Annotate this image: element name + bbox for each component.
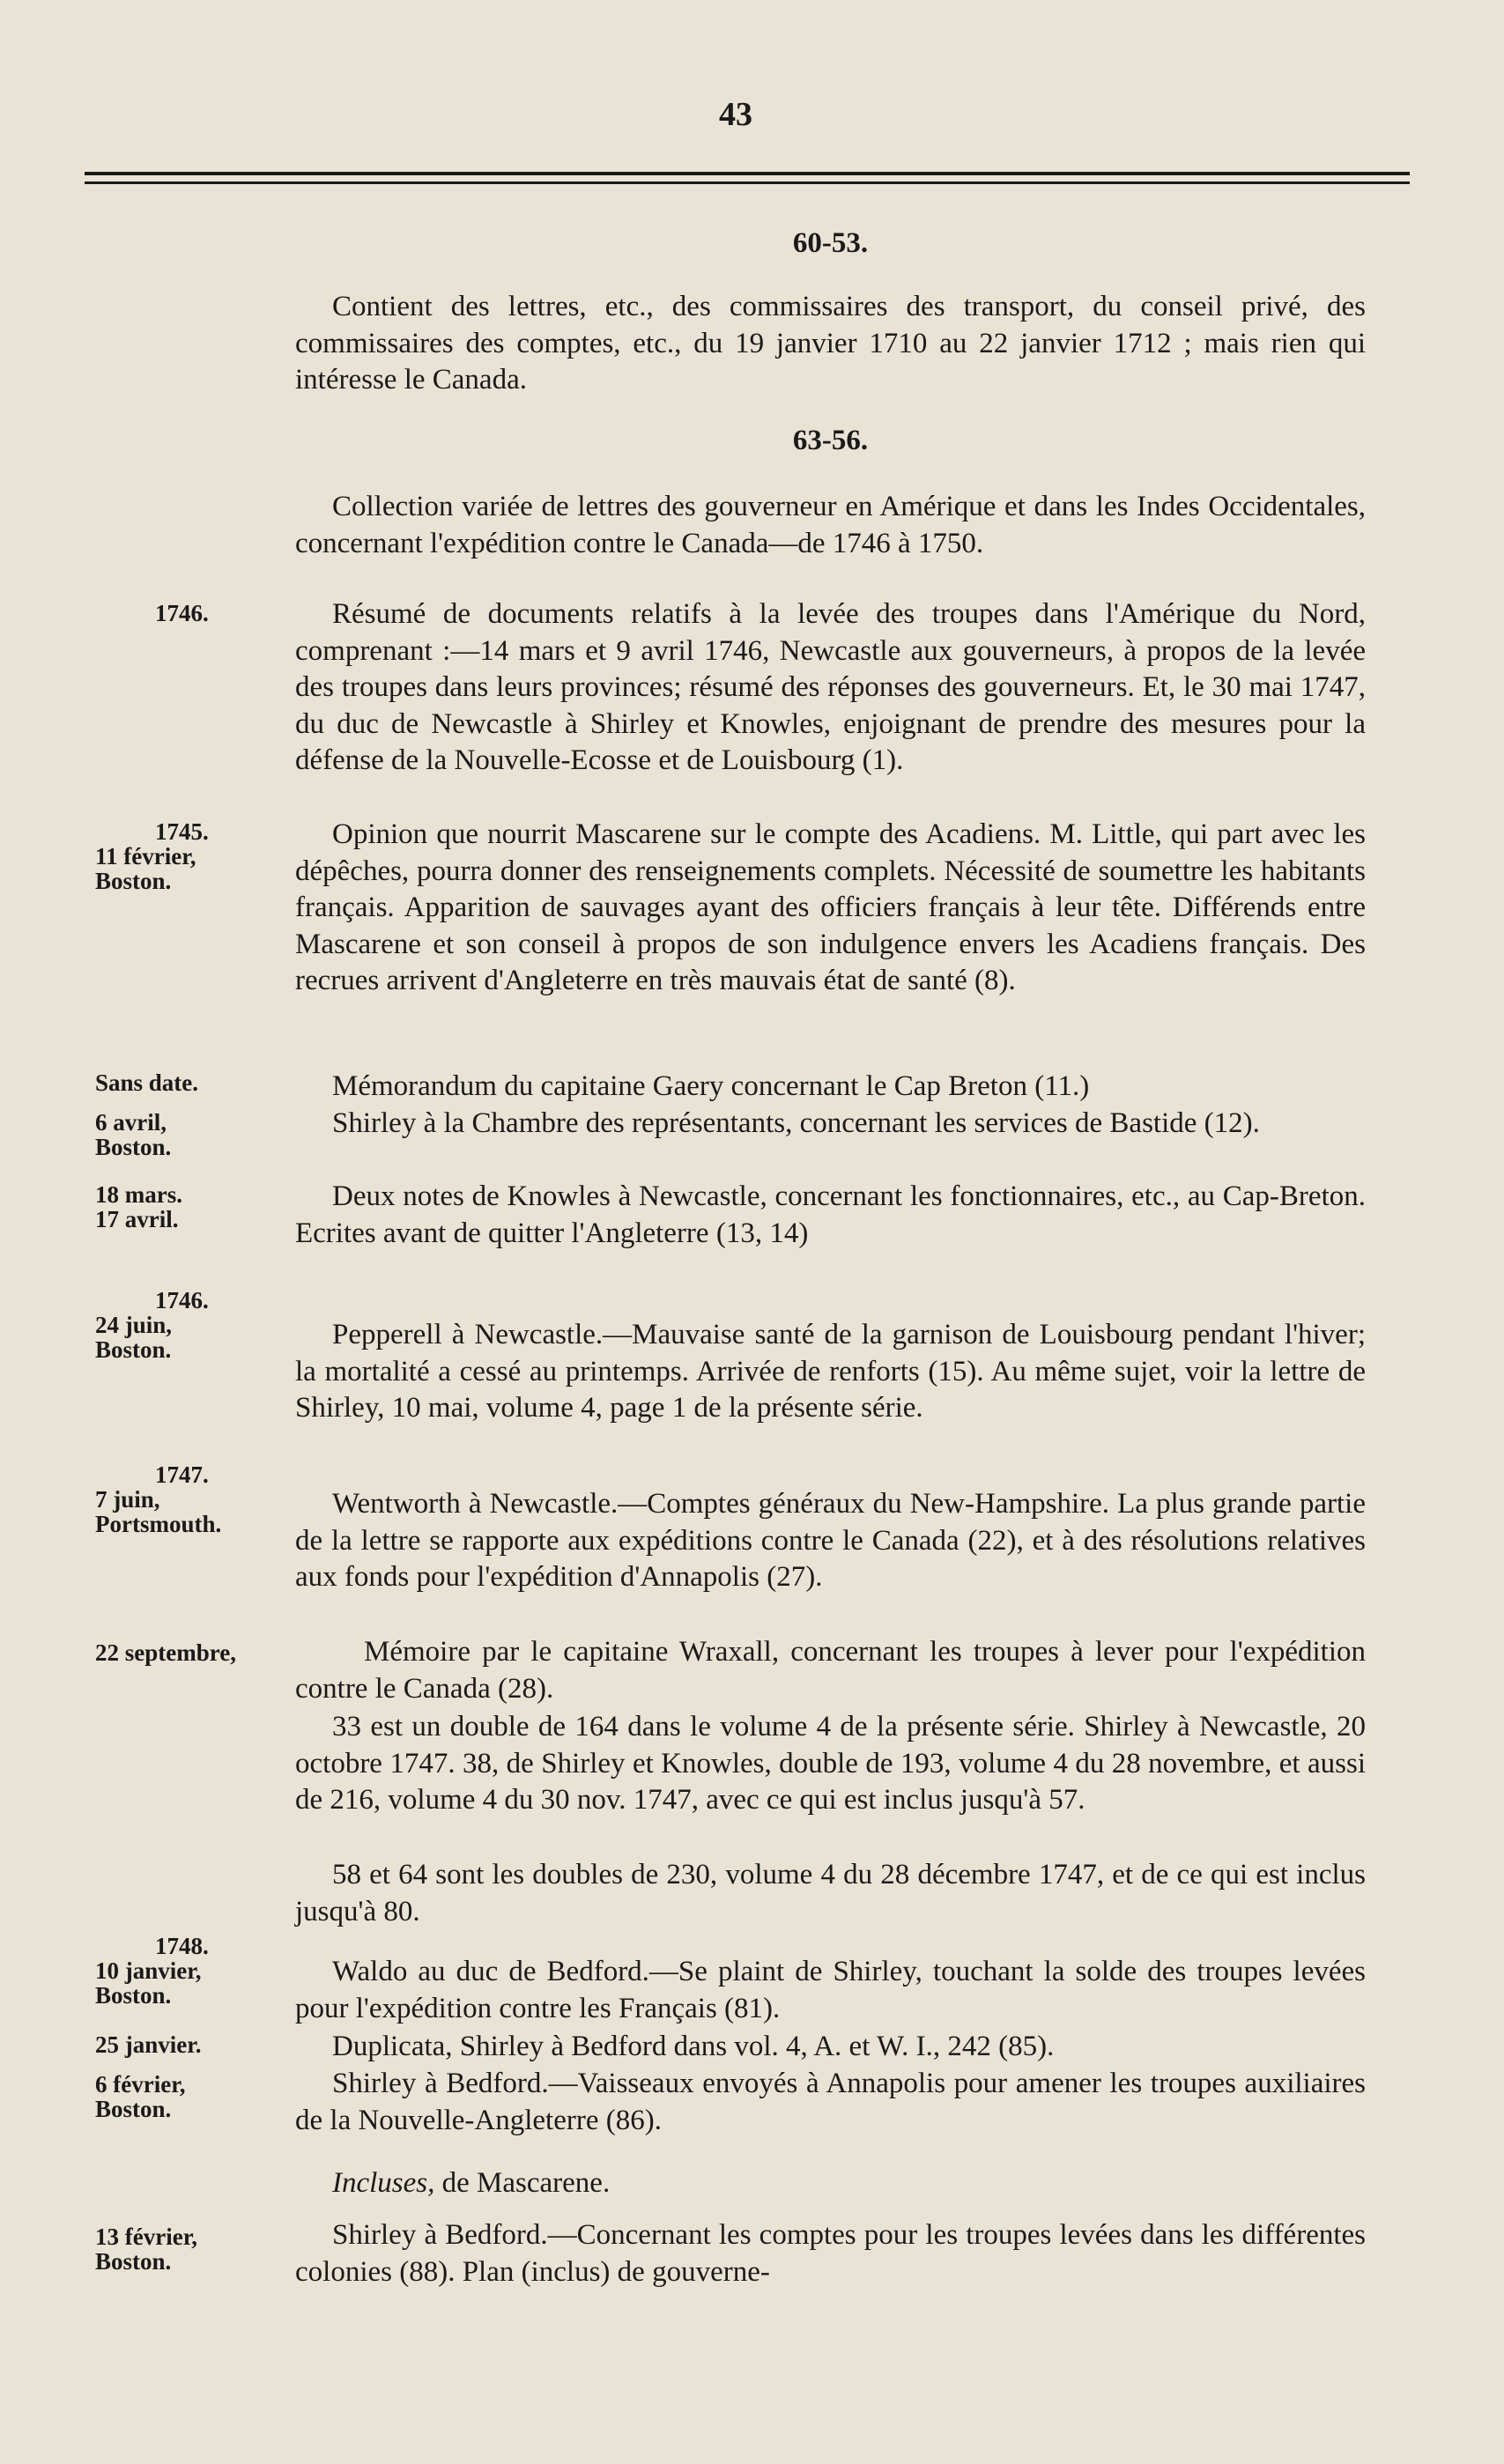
entry-text: Waldo au duc de Bedford.—Se plaint de Shirley, touchant la solde des troupes levées pour l'expédition contre les Français (81). <box>295 1956 1366 2024</box>
margin-date: 7 juin, <box>95 1486 160 1513</box>
entry-text: 33 est un double de 164 dans le volume 4 de la présente série. Shirley à Newcastle, 20 octobre 1747. 38, de Shirley et Knowles, double de 193, volume 4 du 28 novembre, et aussi de 216, volume 4 du 30 nov. 1747, avec ce qui est inclus jusqu'à 57. <box>295 1711 1366 1816</box>
margin-year: 1745. <box>155 818 209 845</box>
entry-text: Pepperell à Newcastle.—Mauvaise santé de la garnison de Louisbourg pendant l'hiver; la mortalité a cessé au printemps. Arrivée de renforts (15). Au même sujet, voir la lettre de Shirley, 10 mai, volume 4, page 1 de la présente série. <box>295 1319 1366 1424</box>
margin-date: 13 février, <box>95 2224 197 2250</box>
margin-note <box>95 2032 293 2057</box>
margin-note <box>95 601 293 625</box>
entry-text: Résumé de documents relatifs à la levée des troupes dans l'Amérique du Nord, comprenant :—14 mars et 9 avril 1746, Newcastle aux gouverneurs, à propos de la levée des troupes dans leurs provinces; résumé des réponses des gouverneurs. Et, le 30 mai 1747, du duc de Newcastle à Shirley et Knowles, enjoignant de prendre des mesures pour la défense de la Nouvelle-Ecosse et de Louisbourg (1). <box>295 598 1366 776</box>
margin-date: 22 septembre, <box>95 1639 236 1666</box>
margin-note <box>95 1934 293 2008</box>
entry-text: Wentworth à Newcastle.—Comptes généraux du New-Hampshire. La plus grande partie de la lettre se rapporte aux expéditions contre le Canada (22), et à des résolutions relatives aux fonds pour l'expédition d'Annapolis (27). <box>295 1488 1366 1593</box>
margin-date: 18 mars. <box>95 1181 182 1208</box>
margin-place: Boston. <box>95 868 172 894</box>
margin-year: 1747. <box>155 1461 209 1488</box>
margin-note <box>95 2072 293 2121</box>
margin-place: Boston. <box>95 1134 172 1160</box>
margin-note <box>95 1070 293 1095</box>
margin-place: Boston. <box>95 1336 172 1363</box>
margin-note <box>95 1288 293 1362</box>
entry-text: Duplicata, Shirley à Bedford dans vol. 4, A. et W. I., 242 (85). <box>332 2031 1055 2062</box>
entry-text: Mémoire par le capitaine Wraxall, concernant les troupes à lever pour l'expédition contre le Canada (28). <box>295 1636 1366 1705</box>
entry-text <box>295 2165 1366 2202</box>
entry-text: Opinion que nourrit Mascarene sur le compte des Acadiens. M. Little, qui part avec les dépêches, pourra donner des renseignements complets. Nécessité de soumettre les habitants français. Apparition de sauvages ayant des officiers français à leur tête. Différends entre Mascarene et son conseil à propos de son indulgence envers les Acadiens français. Des recrues arrivent d'Angleterre en très mauvais état de santé (8). <box>295 818 1366 996</box>
margin-note <box>95 1110 293 1159</box>
margin-date: 6 février, <box>95 2071 186 2098</box>
entry-text: Shirley à la Chambre des représentants, concernant les services de Bastide (12). <box>332 1107 1260 1139</box>
margin-year: 1746. <box>155 600 209 626</box>
margin-date: 6 avril, <box>95 1109 167 1136</box>
entry-text: Mémorandum du capitaine Gaery concernant le Cap Breton (11.) <box>332 1070 1090 1102</box>
margin-date: 11 février, <box>95 843 196 869</box>
margin-date: 17 avril. <box>95 1206 179 1232</box>
section-text: Contient des lettres, etc., des commissaires des transport, du conseil privé, des commissaires des comptes, etc., du 19 janvier 1710 au 22 janvier 1712 ; mais rien qui intéresse le Canada. <box>295 291 1366 396</box>
header-rule-bottom <box>85 181 1410 184</box>
entry-text: 58 et 64 sont les doubles de 230, volume 4 du 28 décembre 1747, et de ce qui est inclus jusqu'à 80. <box>295 1859 1366 1928</box>
margin-note <box>95 1640 293 1665</box>
margin-date: 24 juin, <box>95 1312 173 1338</box>
inclusion-label: Incluses, <box>332 2167 435 2199</box>
section-text: Collection variée de lettres des gouverneur en Amérique et dans les Indes Occidentales, concernant l'expédition contre le Canada—de 1746 à 1750. <box>295 491 1366 559</box>
entry-text: Shirley à Bedford.—Vaisseaux envoyés à Annapolis pour amener les troupes auxiliaires de la Nouvelle-Angleterre (86). <box>295 2068 1366 2136</box>
margin-date: 25 janvier. <box>95 2031 202 2058</box>
entry-text: Deux notes de Knowles à Newcastle, concernant les fonctionnaires, etc., au Cap-Breton. Ecrites avant de quitter l'Angleterre (13, 14) <box>295 1180 1366 1249</box>
margin-date: Sans date. <box>95 1069 199 1096</box>
margin-note <box>95 819 293 893</box>
margin-note <box>95 1182 293 1232</box>
page-number: 43 <box>719 96 752 133</box>
margin-place: Portsmouth. <box>95 1511 222 1537</box>
section-heading: 60-53. <box>792 227 869 259</box>
margin-place: Boston. <box>95 2248 172 2275</box>
entry-text: Shirley à Bedford.—Concernant les comptes pour les troupes levées dans les différentes colonies (88). Plan (inclus) de gouverne- <box>295 2219 1366 2288</box>
margin-date: 10 janvier, <box>95 1957 202 1984</box>
inclusion-text: de Mascarene. <box>434 2167 611 2199</box>
section-heading: 63-56. <box>792 425 869 456</box>
margin-note <box>95 2224 293 2274</box>
margin-year: 1748. <box>155 1933 209 1959</box>
header-rule-top <box>85 172 1410 175</box>
margin-note <box>95 1462 293 1536</box>
margin-place: Boston. <box>95 2096 172 2122</box>
margin-place: Boston. <box>95 1982 172 2009</box>
margin-year: 1746. <box>155 1287 209 1313</box>
